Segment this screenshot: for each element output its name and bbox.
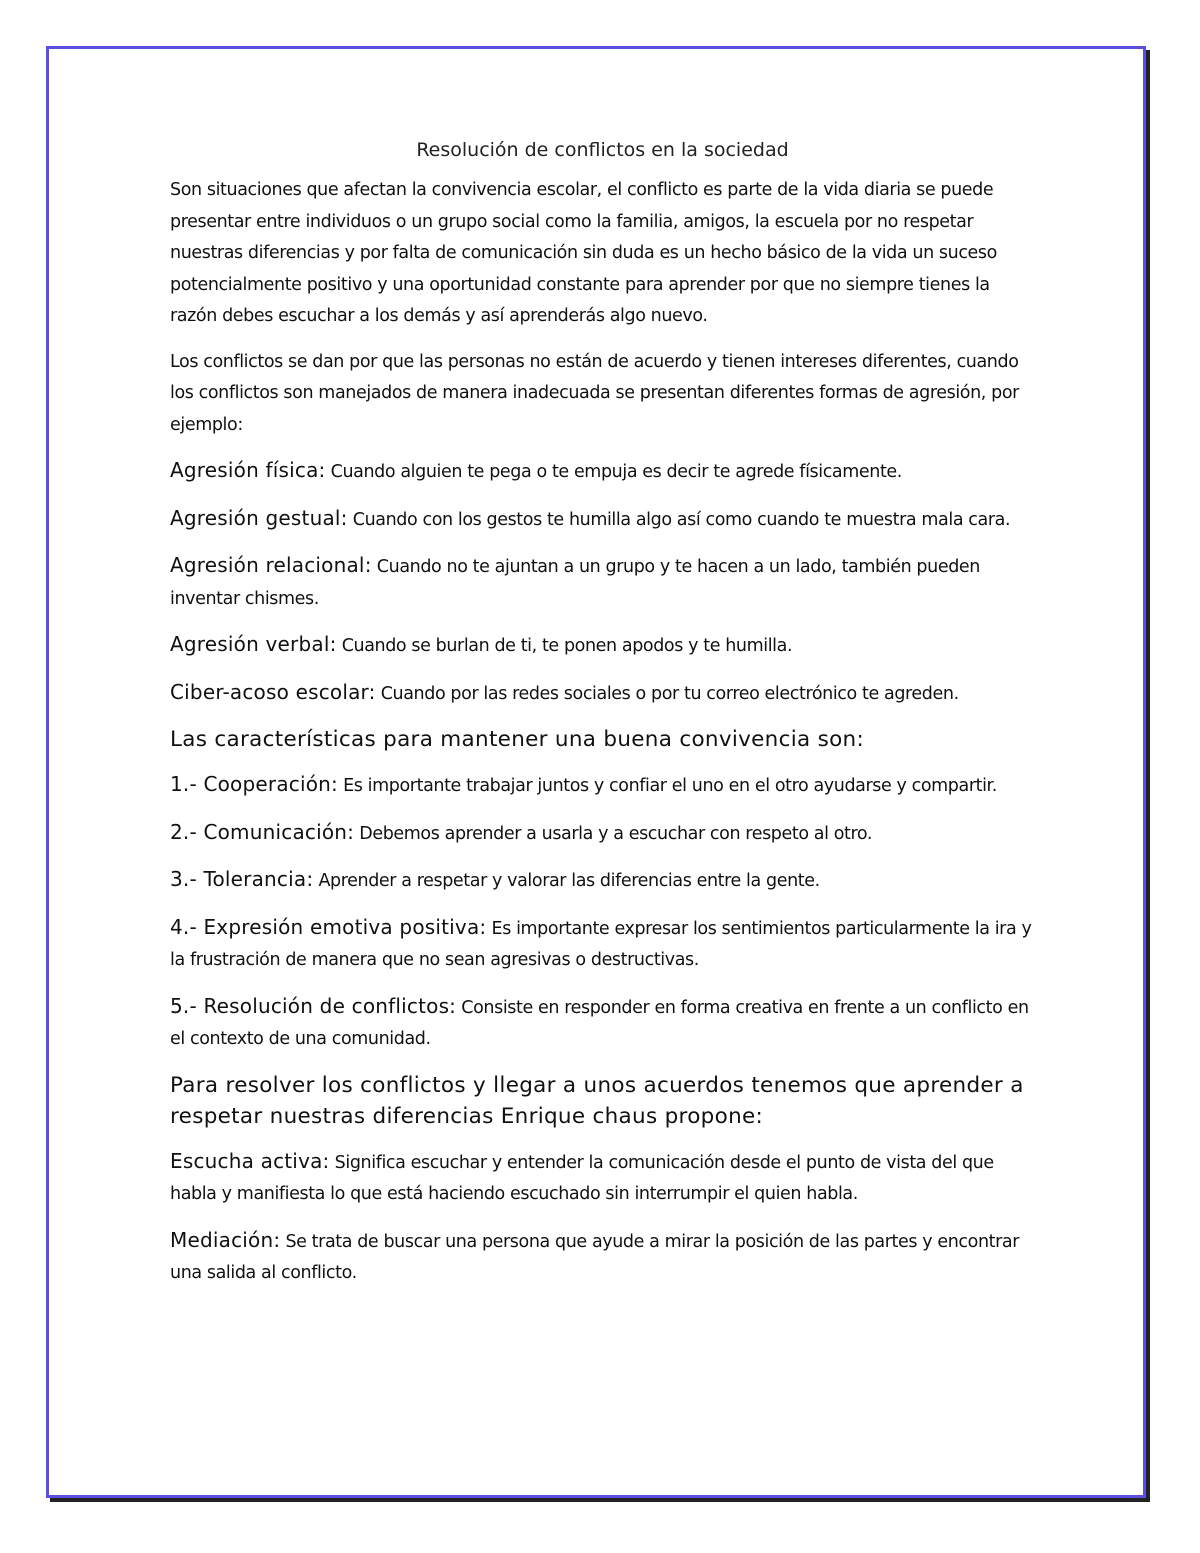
resolve-heading: Para resolver los conflictos y llegar a unos acuerdos tenemos que aprender a respetar nuestras diferencias Enrique chaus propone: <box>170 1072 1024 1129</box>
characteristic-term: 3.- Tolerancia: <box>170 867 314 891</box>
characteristic-text: Es importante expresar los sentimientos particularmente la ira y la frustración de manera que no sean agresivas o destructivas. <box>170 918 1032 970</box>
intro-paragraph-2: Los conflictos se dan por que las personas no están de acuerdo y tienen intereses diferentes, cuando los conflictos son manejados de manera inadecuada se presentan diferentes formas de agresión, por ejemplo: <box>170 351 1019 435</box>
characteristic-item-cooperation <box>170 769 1035 803</box>
document-title: Resolución de conflictos en la sociedad <box>416 139 789 161</box>
aggression-term: Agresión física: <box>170 458 326 482</box>
aggression-item-cyberbullying <box>170 677 1035 711</box>
characteristic-item-communication <box>170 817 1035 851</box>
aggression-item-gestural <box>170 503 1035 537</box>
characteristic-term: 2.- Comunicación: <box>170 819 355 844</box>
proposal-term: Escucha activa: <box>170 1148 330 1173</box>
characteristics-heading: Las características para mantener una buena convivencia son: <box>170 727 865 752</box>
page-frame <box>46 46 1146 1498</box>
proposal-item-active-listening <box>170 1146 1035 1211</box>
characteristic-text: Consiste en responder en forma creativa en frente a un conflicto en el contexto de una comunidad. <box>170 997 1029 1049</box>
proposal-item-mediation <box>170 1225 1035 1290</box>
aggression-item-relational <box>170 550 1035 615</box>
aggression-text: Cuando se burlan de ti, te ponen apodos y te humilla. <box>336 636 793 656</box>
document-content <box>170 139 1035 1304</box>
proposal-term: Mediación: <box>170 1227 281 1252</box>
aggression-term: Agresión verbal: <box>170 632 337 656</box>
characteristic-text: Es importante trabajar juntos y confiar el uno en el otro ayudarse y compartir. <box>337 776 997 796</box>
characteristic-text: Debemos aprender a usarla y a escuchar con respeto al otro. <box>354 823 873 844</box>
aggression-term: Agresión relacional: <box>170 553 372 577</box>
characteristic-term: 1.- Cooperación: <box>170 772 338 796</box>
aggression-term: Ciber-acoso escolar: <box>170 679 376 704</box>
characteristic-term: 4.- Expresión emotiva positiva: <box>170 914 487 939</box>
intro-paragraph-1: Son situaciones que afectan la convivencia escolar, el conflicto es parte de la vida diaria se puede presentar entre individuos o un grupo social como la familia, amigos, la escuela por no respetar nuestras diferencias y por falta de comunicación sin duda es un hecho básico de la vida un suceso potencialmente positivo y una oportunidad constante para aprender por que no siempre tienes la razón debes escuchar a los demás y así aprenderás algo nuevo. <box>170 180 997 326</box>
characteristic-term: 5.- Resolución de conflictos: <box>170 993 457 1018</box>
aggression-text: Cuando con los gestos te humilla algo así como cuando te muestra mala cara. <box>347 509 1011 530</box>
aggression-text: Cuando no te ajuntan a un grupo y te hacen a un lado, también pueden inventar chismes. <box>170 557 980 609</box>
characteristic-item-emotive-expression <box>170 912 1035 977</box>
proposal-text: Significa escuchar y entender la comunicación desde el punto de vista del que habla y manifiesta lo que está haciendo escuchado sin interrumpir el quien habla. <box>170 1152 994 1204</box>
characteristic-item-tolerance <box>170 864 1035 898</box>
characteristic-text: Aprender a respetar y valorar las diferencias entre la gente. <box>313 871 820 891</box>
aggression-text: Cuando alguien te pega o te empuja es decir te agrede físicamente. <box>325 462 902 482</box>
proposal-text: Se trata de buscar una persona que ayude a mirar la posición de las partes y encontrar una salida al conflicto. <box>170 1231 1020 1283</box>
aggression-item-physical <box>170 455 1035 489</box>
aggression-item-verbal <box>170 629 1035 663</box>
characteristic-item-conflict-resolution <box>170 991 1035 1056</box>
aggression-text: Cuando por las redes sociales o por tu correo electrónico te agreden. <box>375 683 959 704</box>
aggression-term: Agresión gestual: <box>170 505 348 530</box>
